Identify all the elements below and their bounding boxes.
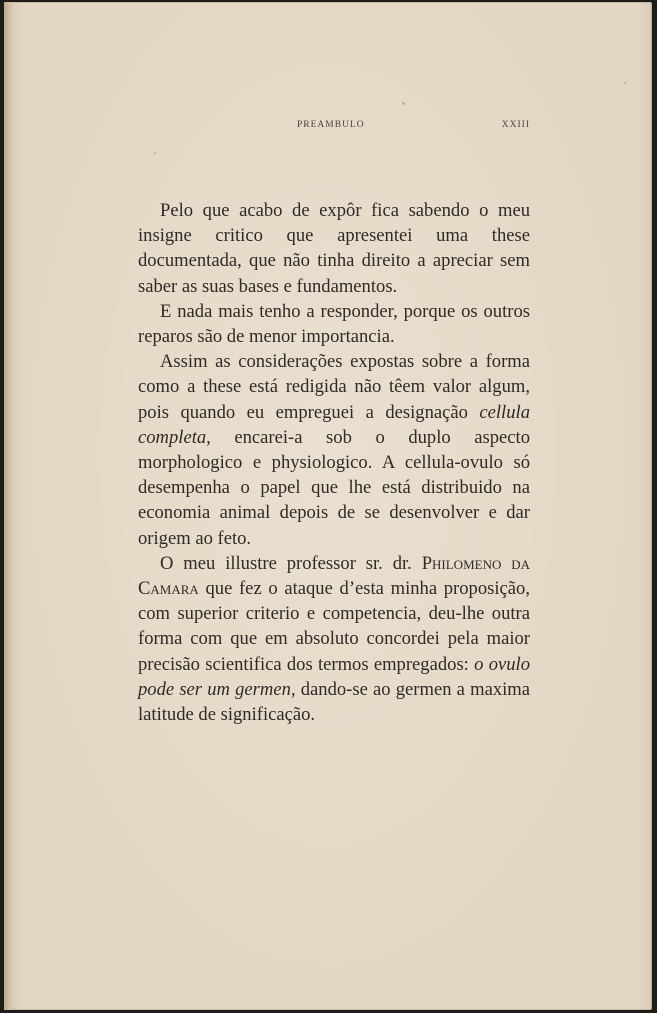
italic-term: cellula completa,	[138, 401, 530, 448]
paragraph	[138, 198, 530, 299]
paragraph-text: O meu illustre professor sr. dr.	[160, 552, 422, 574]
paragraph-text: E nada mais tenho a responder, porque os outros reparos são de menor importancia.	[138, 300, 530, 348]
page-edge	[4, 2, 14, 1010]
paragraph-text: que fez o ataque d’esta minha proposição, com superior criterio e competencia, deu-lhe outra forma com que em absoluto concordei pela maior precisão scientifica dos termos empregados:	[138, 578, 530, 675]
paper-speck	[154, 152, 156, 154]
paragraph	[138, 551, 530, 727]
paper-speck	[402, 102, 405, 105]
paragraph-text: encarei-a sob o duplo aspecto morphologico e physiologico. A cellula-ovulo só desempenha o papel que lhe está distribuido na economia animal depois de se desenvolver e dar origem ao feto.	[138, 426, 530, 549]
paper-speck	[624, 82, 626, 84]
running-head-title: PREAMBULO	[297, 120, 365, 130]
italic-phrase: o ovulo pode ser um germen,	[138, 653, 530, 700]
paragraph	[138, 299, 530, 349]
running-head	[134, 120, 530, 134]
page-number: XXIII	[501, 120, 530, 130]
paragraph-text: dando-se ao germen a maxima latitude de significação.	[138, 678, 530, 726]
paragraph-text: Assim as considerações expostas sobre a forma como a these está redigida não têem valor algum, pois quando eu empreguei a designação	[138, 351, 530, 423]
body-text	[138, 198, 530, 727]
paragraph	[138, 349, 530, 551]
book-page	[4, 2, 652, 1010]
paragraph-text: Pelo que acabo de expôr fica sabendo o meu insigne critico que apresentei uma these documentada, que não tinha direito a apreciar sem saber as suas bases e fundamentos.	[138, 200, 530, 297]
person-name: Philomeno da Camara	[138, 552, 531, 600]
